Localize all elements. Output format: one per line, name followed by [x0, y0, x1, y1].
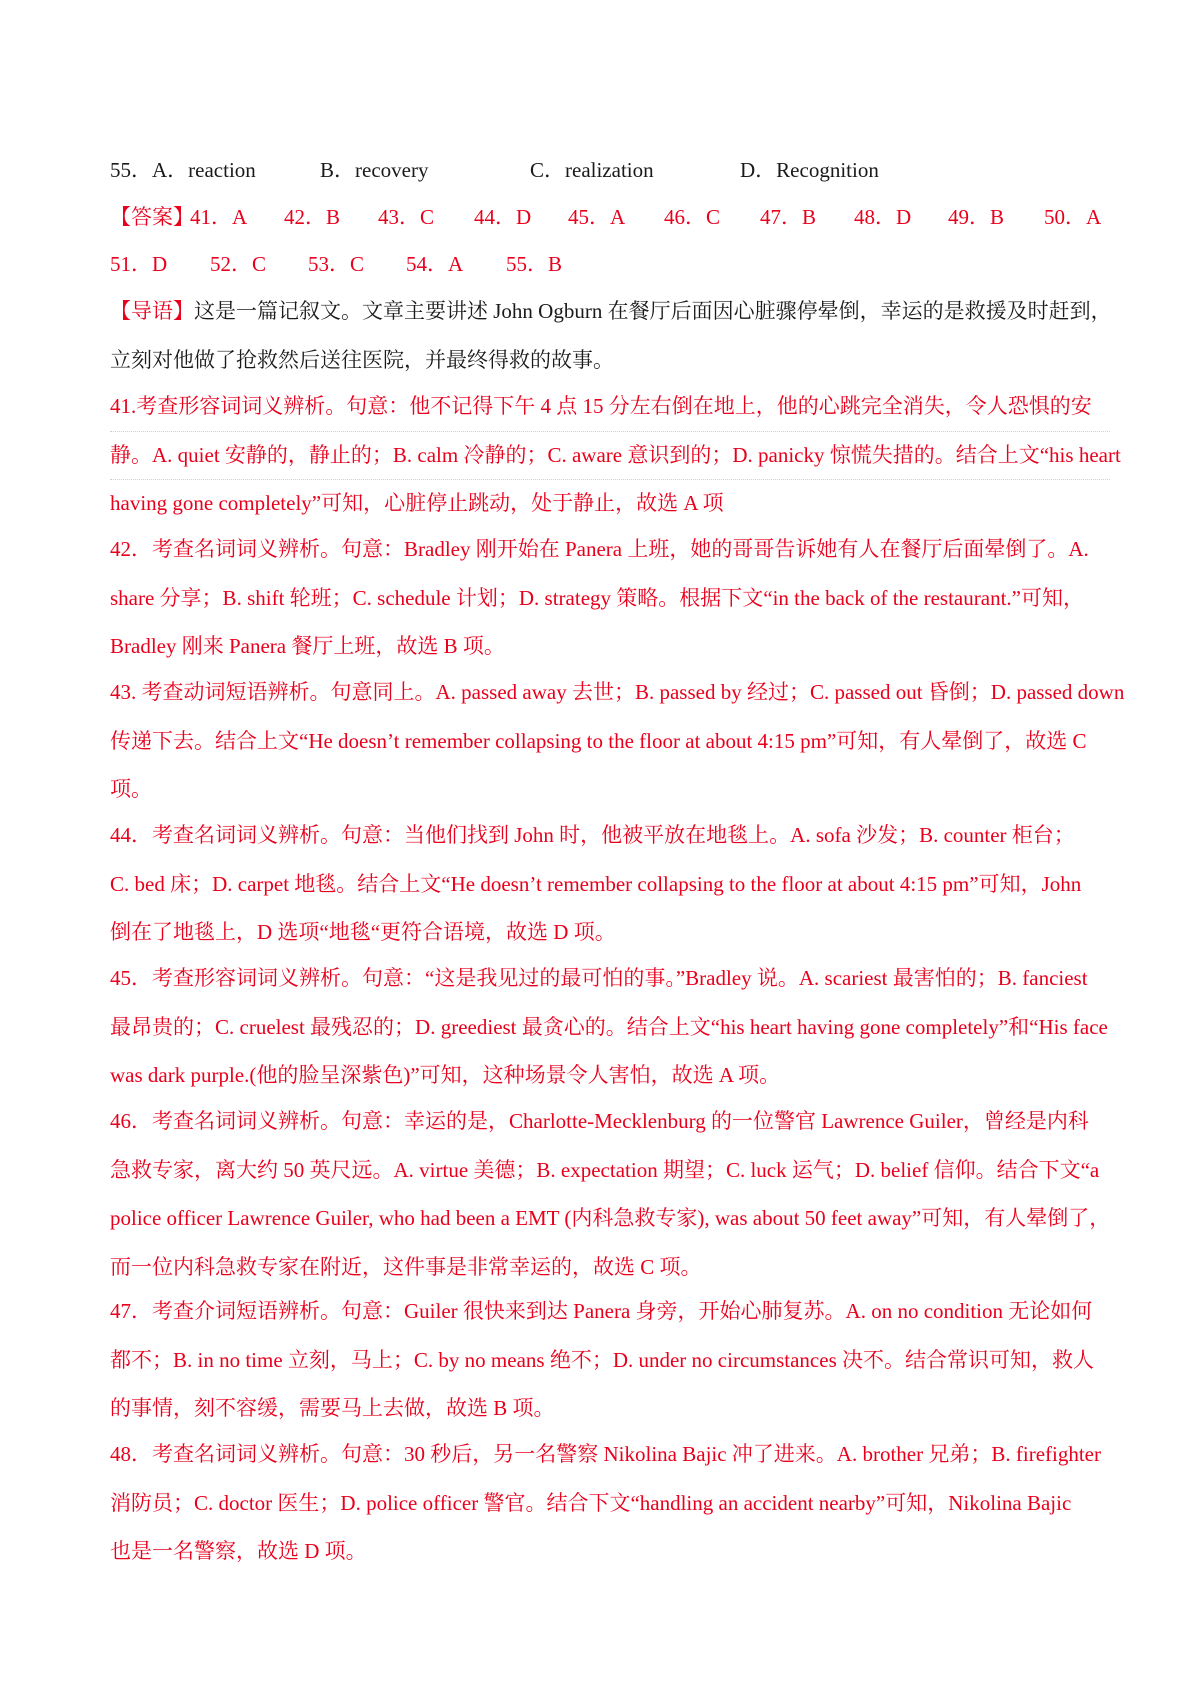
explanation-44: 44．考查名词词义辨析。句意：当他们找到 John 时，他被平放在地毯上。A. sofa 沙发；B. counter 柜台； C. bed 床；D. carpet 地毯。结合上文“He doesn’t remember collapsing to the floor at about 4:15 pm”可知，John 倒在了地毯上，D 选项“地毯“更符合语境，故选 D 项。 — [110, 823, 1082, 944]
explanation-47: 47．考查介词短语辨析。句意：Guiler 很快来到达 Panera 身旁，开始心肺复苏。A. on no condition 无论如何 都不；B. in no time 立刻，马上；C. by no means 绝不；D. under no circumstances 决不。结合常识可知，救人 的事情，刻不容缓，需要马上去做，故选 B 项。 — [110, 1299, 1094, 1420]
answer-key-row-2 — [110, 240, 710, 288]
intro-line-1: 【导语】这是一篇记叙文。文章主要讲述 John Ogburn 在餐厅后面因心脏骤停晕倒，幸运的是救援及时赶到， — [110, 299, 1112, 323]
explanation-42: 42．考查名词词义辨析。句意：Bradley 刚开始在 Panera 上班，她的哥哥告诉她有人在餐厅后面晕倒了。A. share 分享；B. shift 轮班；C. schedule 计划；D. strategy 策略。根据下文“in the back of the restaurant.”可知， Bradley 刚来 Panera 餐厅上班，故选 B 项。 — [110, 537, 1089, 658]
answer-item: 54．A — [406, 252, 464, 276]
question-number: 55． — [110, 158, 152, 182]
explanation-45: 45．考查形容词词义辨析。句意：“这是我见过的最可怕的事。”Bradley 说。A. scariest 最害怕的；B. fanciest 最昂贵的；C. cruelest 最残忍的；D. greediest 最贪心的。结合上文“his heart having gone completely”和“His face was dark purple.(他的脸呈深紫色)”可知，这种场景令人害怕，故选 A 项。 — [110, 966, 1108, 1087]
intro-paragraph — [110, 288, 1110, 385]
question-55 — [110, 146, 1110, 194]
answer-item: 41．A — [190, 205, 248, 229]
answer-item: 42．B — [284, 205, 341, 229]
answer-item: 47．B — [760, 205, 817, 229]
explanation-41: 41.考查形容词词义辨析。句意：他不记得下午 4 点 15 分左右倒在地上，他的心跳完全消失，令人恐惧的安 静。A. quiet 安静的，静止的；B. calm 冷静的；C. aware 意识到的；D. panicky 惊慌失措的。结合上文“his heart having gone completely”可知，心脏停止跳动，处于静止，故选 A 项 — [110, 383, 1110, 529]
answer-item: 53．C — [308, 252, 365, 276]
intro-line-2: 立刻对他做了抢救然后送往医院，并最终得救的故事。 — [110, 347, 614, 372]
answer-item: 50．A — [1044, 205, 1102, 229]
answer-item: 45．A — [568, 205, 626, 229]
explanation-43: 43. 考查动词短语辨析。句意同上。A. passed away 去世；B. passed by 经过；C. passed out 昏倒；D. passed down 传递下去。结合上文“He doesn’t remember collapsing to the floor at about 4:15 pm”可知，有人晕倒了，故选 C 项。 — [110, 680, 1125, 801]
explanation-46: 46．考查名词词义辨析。句意：幸运的是，Charlotte-Mecklenburg 的一位警官 Lawrence Guiler，曾经是内科 急救专家，离大约 50 英尺远。A. virtue 美德；B. expectation 期望；C. luck 运气；D. belief 信仰。结合下文“a police officer Lawrence Guiler, who had been a EMT (内科急救专家), was about 50 feet away”可知，有人晕倒了， 而一位内科急救专家在附近，这件事是非常幸运的，故选 C 项。 — [110, 1109, 1111, 1279]
explanation-48: 48．考查名词词义辨析。句意：30 秒后，另一名警察 Nikolina Bajic 冲了进来。A. brother 兄弟；B. firefighter 消防员；C. doctor 医生；D. police officer 警官。结合下文“handling an accident nearby”可知，Nikolina Bajic 也是一名警察，故选 D 项。 — [110, 1442, 1101, 1563]
answer-item: 48．D — [854, 205, 912, 229]
answer-item: 52．C — [210, 252, 267, 276]
option-d: D．Recognition — [740, 158, 879, 182]
answer-item: 49．B — [948, 205, 1005, 229]
option-a: A．reaction — [152, 158, 256, 182]
intro-label: 【导语】 — [110, 299, 194, 323]
answer-item: 51．D — [110, 252, 168, 276]
answer-item: 44．D — [474, 205, 532, 229]
option-b: B．recovery — [320, 158, 429, 182]
answer-item: 46．C — [664, 205, 721, 229]
answer-item: 43．C — [378, 205, 435, 229]
answer-item: 55．B — [506, 252, 563, 276]
answer-key-row-1 — [110, 193, 1110, 241]
answer-key-label: 【答案】 — [110, 205, 194, 229]
option-c: C．realization — [530, 158, 654, 182]
